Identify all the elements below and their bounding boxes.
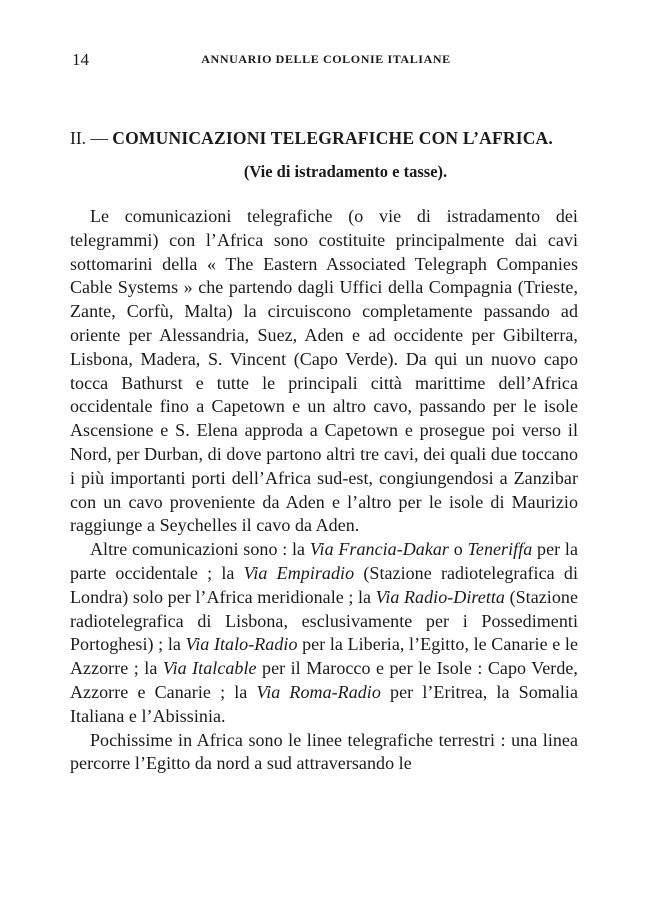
route-italcable: Via Italcable [162, 658, 257, 679]
section-heading [70, 128, 585, 149]
route-empiradio: Via Empiradio [243, 562, 355, 583]
body-text [70, 205, 578, 776]
paragraph-other-routes: Altre comunicazioni sono : la Via Francia-Dakar o Teneriffa per la parte occidentale ; la Via Empiradio (Stazione radiotelegrafica di Londra) solo per l’Africa meridionale ; la Via Radio-Diretta (Stazione radiotelegrafica di Lisbona, esclusivamente per i Possedimenti Portoghesi) ; la Via Italo-Radio per la Liberia, l’Egitto, le Canarie e le Azzorre ; la Via Italcable per il Marocco e per le Isole : Capo Verde, Azzorre e Canarie ; la Via Roma-Radio per l’Eritrea, la Somalia Italiana e l’Abissinia. [70, 539, 578, 726]
paragraph-telegraph-cables: Le comunicazioni telegrafiche (o vie di istradamento dei telegrammi) con l’Africa sono costituite principalmente dai cavi sottomarini della « The Eastern Associated Telegraph Companies Cable Systems » che partendo dagli Uffici della Compagnia (Trieste, Zante, Corfù, Malta) la circuiscono completamente passando ad oriente per Alessandria, Suez, Aden e ad occidente per Gibilterra, Lisbona, Madera, S. Vincent (Capo Verde). Da qui un nuovo capo tocca Bathurst e tutte le principali città marittime dell’Africa occidentale fino a Capetown e un altro cavo, passando per le isole Ascensione e S. Elena approda a Capetown e prosegue poi verso il Nord, per Durban, di dove partono altri tre cavi, dei quali due toccano i più importanti porti dell’Africa sud-est, congiungendosi a Zanzibar con un cavo proveniente da Aden e l’altro per le isole di Maurizio raggiunge a Seychelles il cavo da Aden. [70, 206, 578, 536]
section-subtitle: (Vie di istradamento e tasse). [243, 162, 448, 181]
page-number: 14 [72, 50, 89, 69]
section-numeral: II. — [70, 128, 108, 148]
paragraph-land-lines: Pochissime in Africa sono le linee telegrafiche terrestri : una linea percorre l’Egitto da nord a sud attraversando le [70, 729, 578, 774]
route-teneriffa: Teneriffa [467, 539, 533, 560]
route-italo-radio: Via Italo-Radio [185, 634, 298, 655]
route-roma-radio: Via Roma-Radio [256, 681, 381, 702]
running-header [72, 50, 580, 70]
route-francia-dakar: Via Francia-Dakar [309, 539, 449, 560]
running-title: ANNUARIO DELLE COLONIE ITALIANE [201, 52, 451, 66]
route-radio-diretta: Via Radio-Diretta [375, 586, 505, 607]
section-title: COMUNICAZIONI TELEGRAFICHE CON L’AFRICA. [112, 128, 553, 148]
